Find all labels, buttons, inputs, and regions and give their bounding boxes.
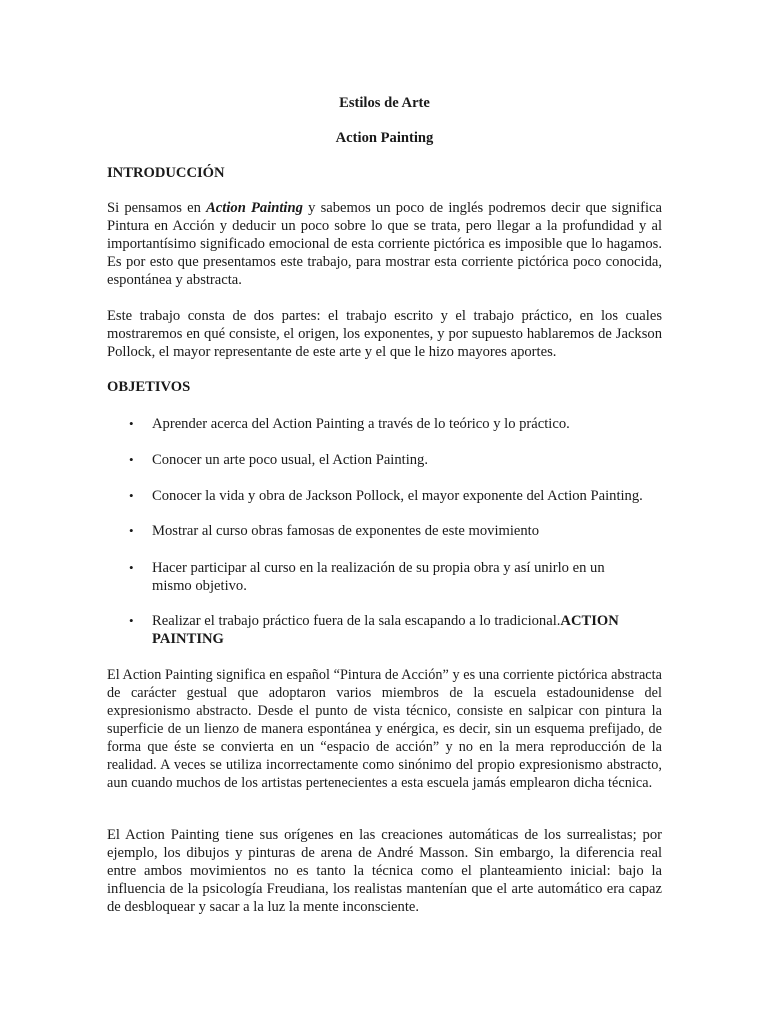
intro-paragraph-2: Este trabajo consta de dos partes: el trabajo escrito y el trabajo práctico, en los cuales mostraremos en qué consiste, el origen, los exponentes, y por supuesto hablaremos de Jackson Pollock, el mayor representante de este arte y el que le hizo mayores aportes. — [107, 308, 662, 360]
document-subtitle: Action Painting — [335, 130, 434, 146]
list-item-text — [152, 612, 647, 648]
action-painting-paragraph-1: El Action Painting significa en español “Pintura de Acción” y es una corriente pictórica abstracta de carácter gestual que adoptaron varios miembros de la escuela estadounidense del expresionismo abstracto. Desde el punto de vista técnico, consiste en salpicar con pintura la superficie de un lienzo de manera espontánea y enérgica, es decir, sin un esquema prefijado, de forma que éste se convierta en un “espacio de acción” y no en la mera reproducción de la realidad. A veces se utiliza incorrectamente como sinónimo del propio expresionismo abstracto, aun cuando muchos de los artistas pertenecientes a esta escuela jamás emplearon dicha técnica. — [107, 667, 662, 791]
bullet-icon: • — [129, 613, 134, 628]
bullet-icon: • — [129, 523, 134, 538]
intro-p1-after: y sabemos un poco de inglés podremos decir que significa Pintura en Acción y deducir un poco sobre lo que se trata, pero llegar a la profundidad y al importantísimo significado emocional de esta corriente pictórica es imposible que lo hagamos. Es por esto que presentamos este trabajo, para mostrar esta corriente pictórica poco conocida, espontánea y abstracta. — [107, 200, 662, 288]
list-item-text: Hacer participar al curso en la realización de su propia obra y así unirlo en un mismo objetivo. — [152, 560, 605, 594]
intro-p1-before: Si pensamos en — [107, 200, 207, 216]
action-painting-heading: ACTION PAINTING — [152, 613, 619, 647]
list-item-text: Aprender acerca del Action Painting a través de lo teórico y lo práctico. — [152, 416, 570, 432]
list-item-text: Mostrar al curso obras famosas de exponentes de este movimiento — [152, 523, 540, 539]
section-heading-introduccion: INTRODUCCIÓN — [107, 165, 225, 181]
intro-p1-emphasis: Action Painting — [206, 200, 303, 216]
bullet-icon: • — [129, 488, 134, 503]
action-painting-paragraph-2: El Action Painting tiene sus orígenes en las creaciones automáticas de los surrealistas; por ejemplo, los dibujos y pinturas de arena de André Masson. Sin embargo, la diferencia real entre ambos movimientos no es tanto la técnica como el planteamiento inicial: bajo la influencia de la psicología Freudiana, los realistas mantenían que el arte automático era capaz de desbloquear y sacar a la luz la mente inconsciente. — [107, 827, 662, 915]
document-title: Estilos de Arte — [339, 95, 430, 111]
bullet-icon: • — [129, 416, 134, 431]
list-item-text: Conocer la vida y obra de Jackson Pollock, el mayor exponente del Action Painting. — [152, 488, 643, 504]
bullet-icon: • — [129, 452, 134, 467]
last-item-text: Realizar el trabajo práctico fuera de la sala escapando a lo tradicional. — [152, 613, 561, 629]
bullet-icon: • — [129, 560, 134, 575]
intro-paragraph-1 — [107, 199, 662, 289]
list-item-text: Conocer un arte poco usual, el Action Painting. — [152, 452, 429, 468]
section-heading-objetivos: OBJETIVOS — [107, 379, 191, 395]
